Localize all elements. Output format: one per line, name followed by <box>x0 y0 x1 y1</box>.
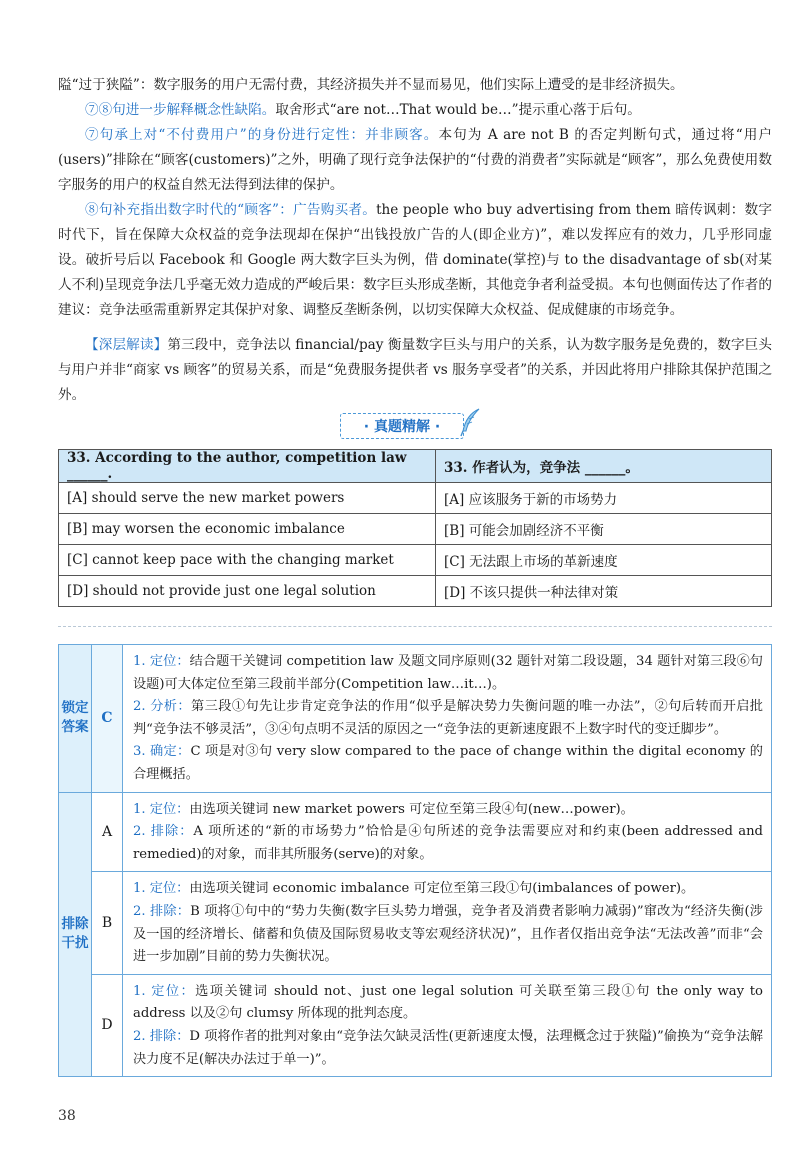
distractor-letter-b: B <box>92 872 123 974</box>
distractor-b-step-2: 2. 排除：B 项将①句中的“势力失衡(数字巨头势力增强，竞争者及消费者影响力减弱)”窜改为“经济失衡(涉及一国的经济增长、储蓄和负债及国际贸易收支等宏观经济状况)”，且作者仅指出竞争法“无法改善”而非“会进一步加剧”目前的势力失衡状况。 <box>133 903 763 965</box>
section-title: · 真题精解 · <box>340 413 464 439</box>
paragraph-deep-reading: 【深层解读】第三段中，竞争法以 financial/pay 衡量数字巨头与用户的关系，认为数字服务是免费的，数字巨头与用户并非“商家 vs 顾客”的贸易关系，而是“免费服务提供者 vs 服务享受者”的关系，并因此将用户排除其保护范围之外。 <box>58 337 772 403</box>
distractor-a-step-1: 1. 定位：由选项关键词 new market powers 可定位至第三段④句(new…power)。 <box>133 801 634 817</box>
option-b-cn: [B] 可能会加剧经济不平衡 <box>436 514 772 545</box>
question-table <box>58 449 772 607</box>
note-tag: ⑦句承上对“不付费用户”的身份进行定性：并非顾客。 <box>85 127 439 143</box>
answer-letter: C <box>92 645 123 793</box>
answer-step-2: 2. 分析：第三段①句先让步肯定竞争法的作用“似乎是解决势力失衡问题的唯一办法”，②句后转而开启批判“竞争法不够灵活”，③④句点明不灵活的原因之一“竞争法的更新速度跟不上数字时代的变迁脚步”。 <box>133 699 763 737</box>
question-stem-en: 33. According to the author, competition law ______. <box>59 450 436 483</box>
paragraph-continued: 隘“过于狭隘”：数字服务的用户无需付费，其经济损失并不显而易见，他们实际上遭受的是非经济损失。 <box>58 77 684 93</box>
option-row-a <box>59 483 772 514</box>
distractor-row-b <box>59 872 772 974</box>
distractor-b-step-1: 1. 定位：由选项关键词 economic imbalance 可定位至第三段①句(imbalances of power)。 <box>133 881 695 897</box>
distractor-d-step-1: 1. 定位：选项关键词 should not、just one legal solution 可关联至第三段①句 the only way to address 以及②句 clumsy 所体现的批判态度。 <box>133 983 763 1022</box>
divider <box>58 626 772 627</box>
question-stem-cn: 33. 作者认为，竞争法 ______。 <box>436 450 772 483</box>
page-number: 38 <box>58 1108 76 1124</box>
answer-explanation <box>123 645 772 793</box>
answer-step-3: 3. 确定：C 项是对③句 very slow compared to the pace of change within the digital economy 的合理概括。 <box>133 744 763 782</box>
option-a-en: [A] should serve the new market powers <box>59 483 436 514</box>
distractor-row-a <box>59 792 772 872</box>
paragraph-7-8: ⑦⑧句进一步解释概念性缺陷。取舍形式“are not…That would be…”提示重心落于后句。 <box>85 102 641 118</box>
option-c-en: [C] cannot keep pace with the changing market <box>59 545 436 576</box>
option-row-c <box>59 545 772 576</box>
distractor-explanation-d <box>123 974 772 1076</box>
paragraph-7: ⑦句承上对“不付费用户”的身份进行定性：并非顾客。本句为 A are not B 的否定判断句式，通过将“用户(users)”排除在“顾客(customers)”之外，明确了现行竞争法保护的“付费的消费者”实际就是“顾客”，那么免费使用数字服务的用户的权益自然无法得到法律的保护。 <box>58 127 772 193</box>
quill-pen-icon <box>458 407 482 437</box>
option-b-en: [B] may worsen the economic imbalance <box>59 514 436 545</box>
distractor-explanation-a <box>123 792 772 872</box>
distractor-explanation-b <box>123 872 772 974</box>
question-stem-row <box>59 450 772 483</box>
note-tag: ⑧句补充指出数字时代的“顾客”：广告购买者。 <box>85 202 377 218</box>
distractor-d-step-2: 2. 排除：D 项将作者的批判对象由“竞争法欠缺灵活性(更新速度太慢，法理概念过于狭隘)”偷换为“竞争法解决力度不足(解决办法过于单一)”。 <box>133 1028 764 1067</box>
answer-row <box>59 645 772 793</box>
answer-label: 锁定答案 <box>59 645 92 793</box>
option-row-b <box>59 514 772 545</box>
option-d-cn: [D] 不该只提供一种法律对策 <box>436 576 772 607</box>
option-c-cn: [C] 无法跟上市场的革新速度 <box>436 545 772 576</box>
note-tag: ⑦⑧句进一步解释概念性缺陷。 <box>85 102 276 118</box>
option-d-en: [D] should not provide just one legal solution <box>59 576 436 607</box>
distractor-letter-a: A <box>92 792 123 872</box>
answer-step-1: 1. 定位：结合题干关键词 competition law 及题文同序原则(32 题针对第二段设题，34 题针对第三段⑥句设题)可大体定位至第三段前半部分(Competition law…it…)。 <box>133 654 763 692</box>
option-a-cn: [A] 应该服务于新的市场势力 <box>436 483 772 514</box>
deep-reading-tag: 【深层解读】 <box>85 337 168 353</box>
paragraph-8: ⑧句补充指出数字时代的“顾客”：广告购买者。the people who buy advertising from them 暗传讽刺：数字时代下，旨在保障大众权益的竞争法现却在保护“出钱投放广告的人(即企业方)”，难以发挥应有的效力，几乎形同虚设。破折号后以 Facebook 和 Google 两大数字巨头为例，借 dominate(掌控)与 to the disadvantage of sb(对某人不利)呈现竞争法几乎毫无效力造成的严峻后果：数字巨头形成垄断，其他竞争者利益受损。本句也侧面传达了作者的建议：竞争法亟需重新界定其保护对象、调整反垄断条例，以切实保障大众权益、促成健康的市场竞争。 <box>58 202 772 318</box>
distractor-a-step-2: 2. 排除：A 项所述的“新的市场势力”恰恰是④句所述的竞争法需要应对和约束(been addressed and remedied)的对象，而非其所服务(serve)的对象。 <box>133 824 764 862</box>
option-row-d <box>59 576 772 607</box>
distractor-label: 排除干扰 <box>59 792 92 1077</box>
analysis-table <box>58 644 772 1077</box>
distractor-letter-d: D <box>92 974 123 1076</box>
distractor-row-d <box>59 974 772 1076</box>
